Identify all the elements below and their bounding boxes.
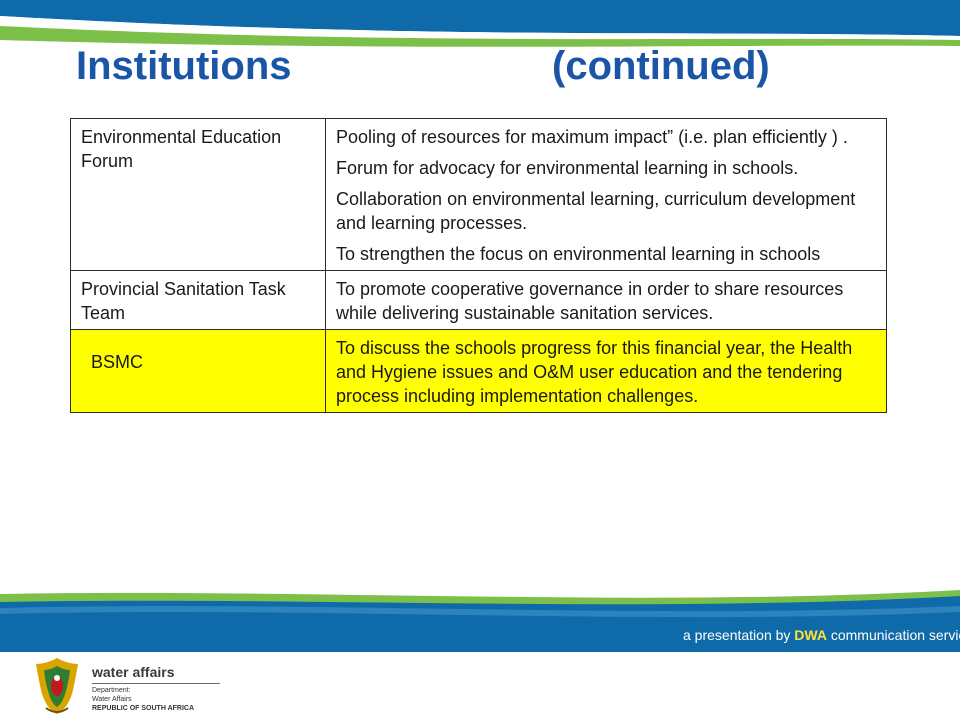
country-name: REPUBLIC OF SOUTH AFRICA (92, 705, 195, 712)
table-row (71, 271, 887, 330)
purpose-item: To discuss the schools progress for this financial year, the Health and Hygiene issues and O&M user education and the tendering process including implementation challenges. (336, 338, 853, 406)
institution-purpose (326, 330, 887, 413)
divider (92, 683, 220, 684)
purpose-item: Collaboration on environmental learning, curriculum development and learning processes. (336, 189, 856, 233)
department-name: Water Affairs (92, 696, 132, 703)
department-label: Department: (92, 687, 131, 694)
institution-purpose (326, 271, 887, 330)
page-title: Institutions (76, 44, 292, 88)
table-row (71, 119, 887, 271)
tagline-suffix: communication services (826, 627, 980, 643)
purpose-item: To promote cooperative governance in order to share resources while delivering sustainable sanitation services. (336, 279, 844, 323)
table-row-highlighted (71, 330, 887, 413)
tagline-brand: DWA (794, 627, 827, 643)
department-logo (92, 664, 222, 713)
page-title-continued: (continued) (552, 44, 770, 88)
institution-name: Environmental Education Forum (71, 119, 326, 271)
presentation-tagline (683, 627, 980, 643)
institution-purpose (326, 119, 887, 271)
institution-name (71, 330, 326, 413)
tagline-prefix: a presentation by (683, 627, 795, 643)
institutions-table (70, 118, 887, 413)
purpose-item: Pooling of resources for maximum impact” (i.e. plan efficiently ) . (336, 127, 848, 147)
purpose-item: To strengthen the focus on environmental learning in schools (336, 244, 821, 264)
institution-name: Provincial Sanitation Task Team (71, 271, 326, 330)
department-title: water affairs (92, 664, 175, 680)
coat-of-arms-icon (32, 656, 82, 716)
purpose-item: Forum for advocacy for environmental learning in schools. (336, 158, 799, 178)
institution-name-text: BSMC (91, 352, 144, 372)
